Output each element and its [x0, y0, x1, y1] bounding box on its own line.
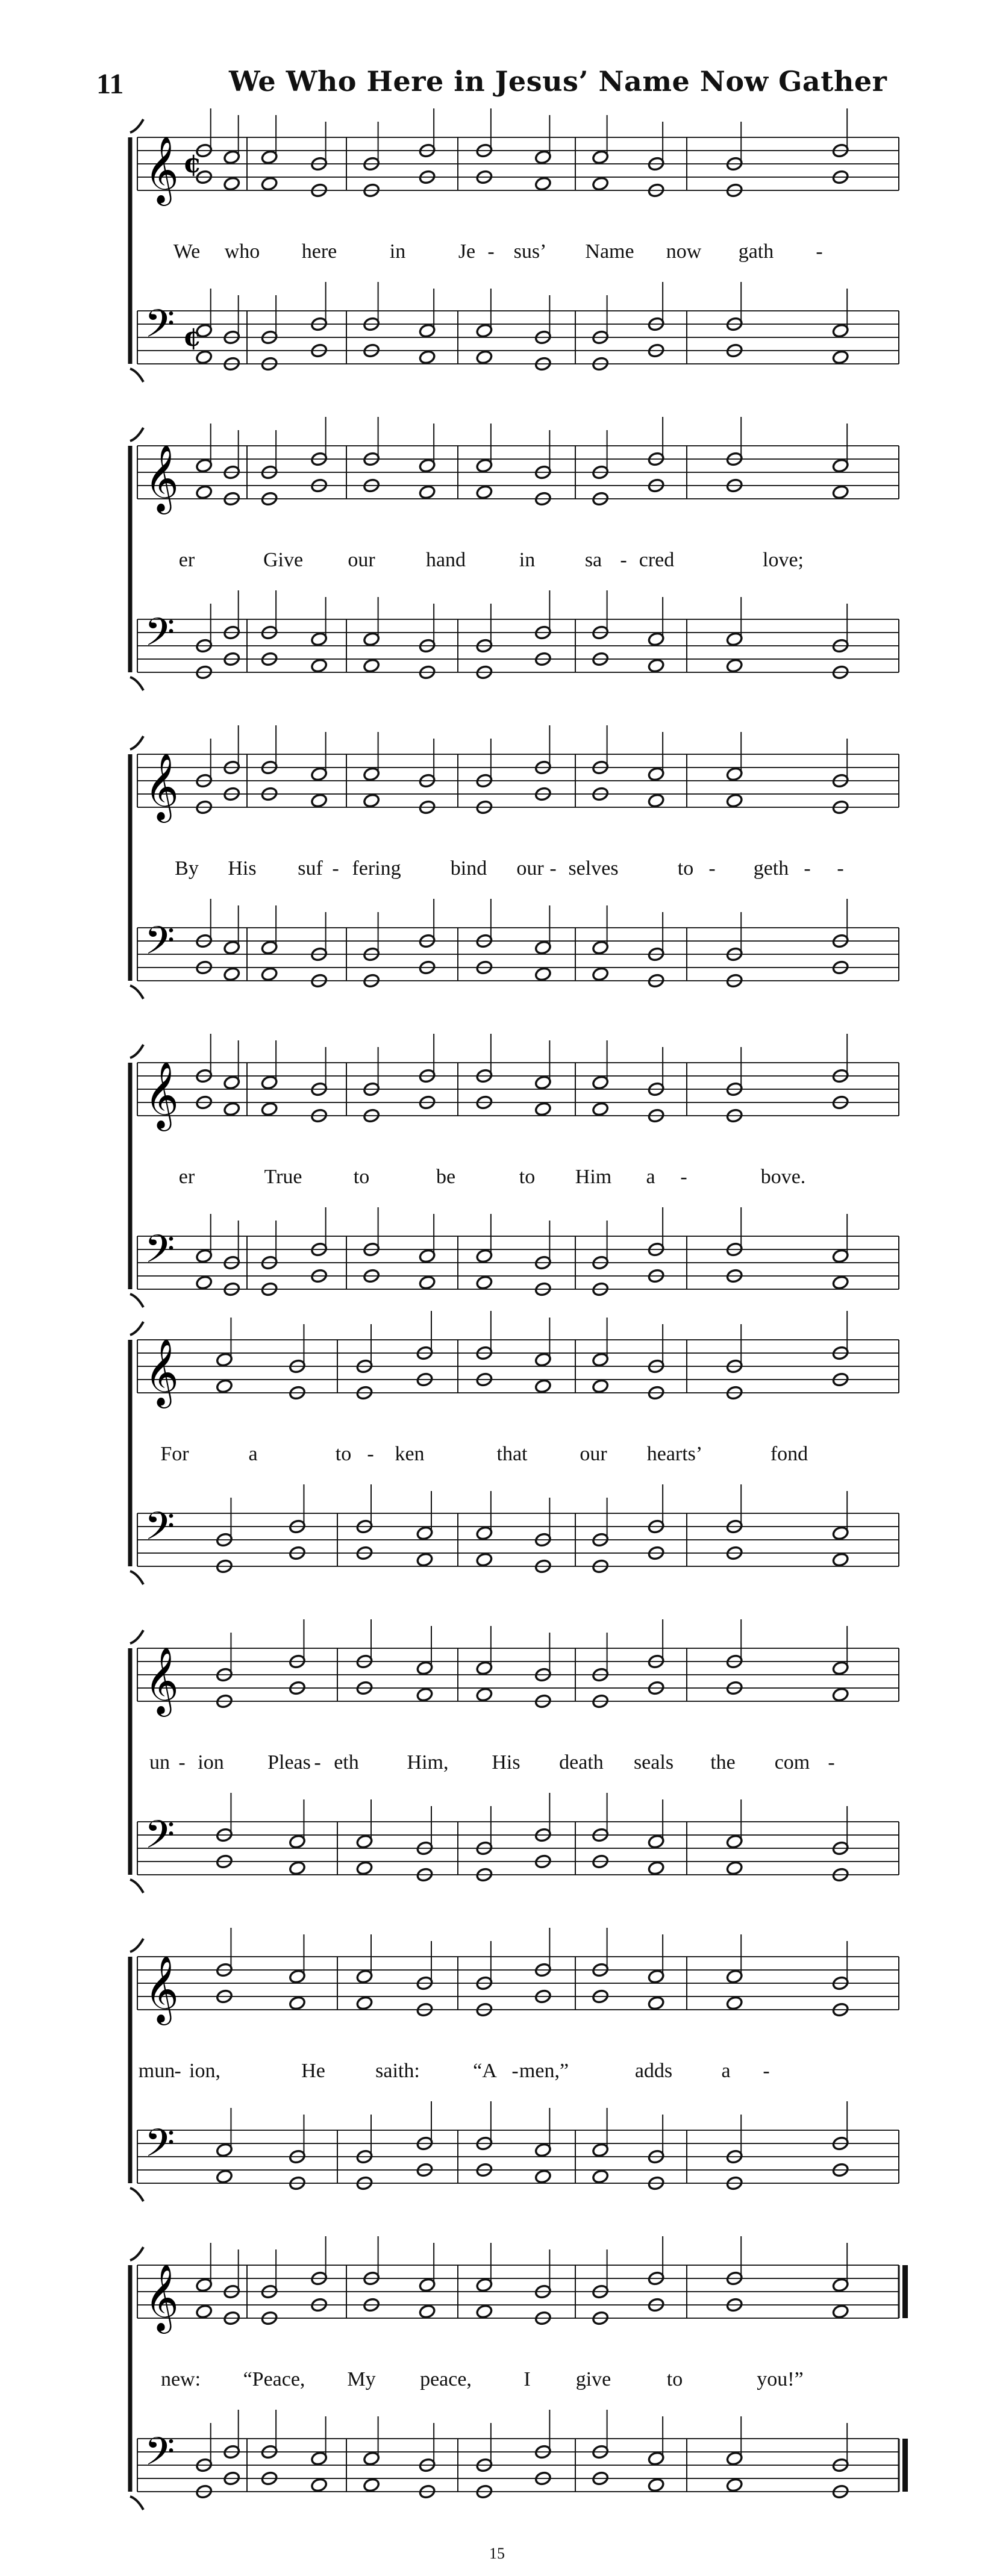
note-head: [261, 1101, 278, 1116]
note-head: [726, 1995, 743, 2010]
hymn-number: 11: [96, 68, 124, 100]
lyric-syllable: give: [575, 2368, 611, 2390]
lyric-syllable: to: [677, 857, 694, 880]
note-head: [476, 349, 493, 364]
lyric-syllable: to: [353, 1166, 370, 1188]
note-head: [534, 1378, 552, 1393]
lyric-syllable: be: [436, 1166, 456, 1188]
lyric-syllable: peace,: [420, 2368, 472, 2390]
note-head: [363, 2477, 380, 2492]
lyric-syllable: -: [763, 2060, 770, 2082]
lyric-syllable: men,”: [519, 2060, 569, 2082]
note-head: [648, 793, 665, 808]
bracket-top-hook: [130, 1939, 143, 1952]
lyric-syllable: -: [816, 240, 823, 263]
lyric-syllable: He: [301, 2060, 325, 2082]
note-head: [832, 1275, 849, 1290]
lyric-syllable: in: [519, 549, 536, 571]
final-barline: [902, 2439, 908, 2492]
lyric-syllable: hand: [425, 549, 466, 571]
lyric-syllable: mun: [138, 2060, 175, 2082]
note-head: [419, 2304, 436, 2319]
lyric-syllable: eth: [334, 1751, 359, 1774]
lyric-syllable: a: [646, 1166, 655, 1188]
lyric-syllable: our: [516, 857, 544, 880]
lyric-syllable: hearts’: [646, 1443, 703, 1465]
lyric-syllable: bove.: [760, 1166, 806, 1188]
note-head: [592, 1378, 609, 1393]
lyric-syllable: new:: [160, 2368, 201, 2390]
lyric-syllable: “Peace,: [243, 2368, 305, 2390]
note-head: [216, 1378, 233, 1393]
note-head: [356, 1860, 374, 1875]
lyric-syllable: By: [175, 857, 199, 880]
lyric-syllable: seals: [633, 1751, 674, 1774]
lyric-syllable: -: [804, 857, 811, 880]
lyric-syllable: ion: [198, 1751, 224, 1774]
note-head: [363, 793, 380, 808]
lyric-syllable: -: [367, 1443, 374, 1465]
note-head: [419, 484, 436, 499]
lyric-syllable: gath: [738, 240, 774, 263]
note-head: [223, 1101, 240, 1116]
bracket-bottom-hook: [130, 2496, 143, 2510]
note-head: [476, 2304, 493, 2319]
note-head: [648, 658, 665, 673]
bracket-top-hook: [130, 119, 143, 133]
lyric-syllable: sus’: [513, 240, 547, 263]
note-head: [648, 1995, 665, 2010]
treble-clef-icon: 𝄞: [145, 2263, 179, 2331]
note-head: [416, 1552, 434, 1567]
note-head: [592, 1101, 609, 1116]
lyric-syllable: Je: [458, 240, 476, 263]
note-head: [195, 484, 213, 499]
lyric-syllable: For: [160, 1443, 189, 1465]
lyric-syllable: our: [348, 549, 375, 571]
bass-clef-icon: 𝄢: [145, 1504, 175, 1558]
lyric-syllable: to: [666, 2368, 683, 2390]
note-head: [832, 1552, 849, 1567]
note-head: [195, 2304, 213, 2319]
lyric-syllable: er: [178, 1166, 195, 1188]
lyric-syllable: -: [487, 240, 495, 263]
treble-clef-icon: 𝄞: [145, 136, 179, 203]
lyric-syllable: com: [774, 1751, 810, 1774]
note-head: [726, 2477, 743, 2492]
note-head: [832, 484, 849, 499]
note-head: [416, 1687, 434, 1702]
cut-time-icon: ¢: [183, 322, 202, 352]
note-head: [648, 2477, 665, 2492]
lyric-syllable: here: [301, 240, 337, 263]
lyric-syllable: His: [228, 857, 257, 880]
bass-clef-icon: 𝄢: [145, 2121, 175, 2175]
bracket-bottom-hook: [130, 1880, 143, 1893]
note-head: [476, 1687, 493, 1702]
note-head: [476, 1275, 493, 1290]
bracket-bottom-hook: [130, 1294, 143, 1307]
lyric-syllable: -: [549, 857, 557, 880]
lyric-syllable: -: [314, 1751, 321, 1774]
note-head: [261, 966, 278, 981]
lyric-syllable: un: [149, 1751, 170, 1774]
lyric-syllable: death: [559, 1751, 604, 1774]
bracket-bottom-hook: [130, 369, 143, 382]
note-head: [534, 1101, 552, 1116]
lyric-syllable: now: [666, 240, 702, 263]
note-head: [223, 966, 240, 981]
lyric-syllable: a: [721, 2060, 731, 2082]
note-head: [476, 1552, 493, 1567]
lyric-syllable: sa: [584, 549, 602, 571]
lyric-syllable: that: [496, 1443, 528, 1465]
lyric-syllable: selves: [568, 857, 619, 880]
page-number: 15: [489, 2545, 505, 2562]
note-head: [726, 793, 743, 808]
final-barline: [902, 2265, 908, 2318]
note-head: [419, 349, 436, 364]
lyric-syllable: True: [264, 1166, 302, 1188]
bracket-top-hook: [130, 736, 143, 749]
note-head: [832, 349, 849, 364]
lyric-syllable: -: [837, 857, 844, 880]
bass-clef-icon: 𝄢: [145, 2430, 175, 2484]
lyric-syllable: Him,: [407, 1751, 449, 1774]
lyric-syllable: the: [710, 1751, 736, 1774]
bracket-top-hook: [130, 1045, 143, 1058]
lyric-syllable: fering: [352, 857, 401, 880]
bracket-bottom-hook: [130, 1571, 143, 1584]
note-head: [832, 1687, 849, 1702]
note-head: [476, 484, 493, 499]
note-head: [310, 793, 328, 808]
note-head: [261, 176, 278, 191]
treble-clef-icon: 𝄞: [145, 1646, 179, 1714]
lyric-syllable: Give: [263, 549, 304, 571]
note-head: [289, 1860, 306, 1875]
lyric-syllable: to: [335, 1443, 352, 1465]
lyric-syllable: cred: [639, 549, 675, 571]
bass-clef-icon: 𝄢: [145, 1813, 175, 1867]
lyric-syllable: -: [511, 2060, 519, 2082]
bracket-bottom-hook: [130, 986, 143, 999]
bass-clef-icon: 𝄢: [145, 919, 175, 973]
lyric-syllable: -: [708, 857, 716, 880]
bass-clef-icon: 𝄢: [145, 610, 175, 664]
lyric-syllable: ken: [395, 1443, 425, 1465]
lyric-syllable: bind: [450, 857, 487, 880]
note-head: [310, 658, 328, 673]
bracket-top-hook: [130, 428, 143, 441]
lyric-syllable: -: [174, 2060, 181, 2082]
note-head: [223, 176, 240, 191]
lyric-syllable: you!”: [757, 2368, 804, 2390]
lyric-syllable: -: [332, 857, 339, 880]
lyric-syllable: in: [389, 240, 406, 263]
lyric-syllable: our: [580, 1443, 607, 1465]
treble-clef-icon: 𝄞: [145, 752, 179, 820]
lyric-syllable: a: [248, 1443, 258, 1465]
bracket-top-hook: [130, 1322, 143, 1335]
lyric-syllable: who: [224, 240, 260, 263]
lyric-syllable: to: [519, 1166, 536, 1188]
note-head: [592, 2169, 609, 2184]
note-head: [356, 1995, 374, 2010]
lyric-syllable: I: [524, 2368, 531, 2390]
lyric-syllable: Name: [585, 240, 634, 263]
lyric-syllable: -: [620, 549, 627, 571]
note-head: [289, 1995, 306, 2010]
note-head: [832, 2304, 849, 2319]
lyric-syllable: love;: [763, 549, 804, 571]
cut-time-icon: ¢: [183, 148, 202, 179]
lyric-syllable: saith:: [375, 2060, 420, 2082]
lyric-syllable: er: [178, 549, 195, 571]
note-head: [592, 176, 609, 191]
treble-clef-icon: 𝄞: [145, 1955, 179, 2022]
lyric-syllable: geth: [753, 857, 789, 880]
hymn-title: We Who Here in Jesus’ Name Now Gather: [229, 65, 887, 98]
bracket-bottom-hook: [130, 2188, 143, 2201]
note-head: [534, 2169, 552, 2184]
note-head: [726, 658, 743, 673]
note-head: [648, 1860, 665, 1875]
treble-clef-icon: 𝄞: [145, 444, 179, 511]
lyric-syllable: “A: [473, 2060, 497, 2082]
note-head: [310, 2477, 328, 2492]
lyric-syllable: ion,: [189, 2060, 220, 2082]
lyric-syllable: -: [178, 1751, 186, 1774]
lyric-syllable: His: [492, 1751, 520, 1774]
lyric-syllable: Pleas: [267, 1751, 311, 1774]
note-head: [363, 658, 380, 673]
bass-clef-icon: 𝄢: [145, 1227, 175, 1281]
lyric-syllable: We: [173, 240, 201, 263]
note-head: [726, 1860, 743, 1875]
lyric-syllable: suf: [298, 857, 323, 880]
bracket-top-hook: [130, 1630, 143, 1643]
bass-clef-icon: 𝄢: [145, 302, 175, 356]
bracket-top-hook: [130, 2247, 143, 2260]
lyric-syllable: -: [680, 1166, 687, 1188]
note-head: [592, 966, 609, 981]
bracket-bottom-hook: [130, 677, 143, 690]
note-head: [216, 2169, 233, 2184]
note-head: [534, 176, 552, 191]
note-head: [534, 966, 552, 981]
note-head: [195, 1275, 213, 1290]
treble-clef-icon: 𝄞: [145, 1338, 179, 1405]
lyric-syllable: Him: [575, 1166, 612, 1188]
lyric-syllable: -: [828, 1751, 835, 1774]
note-head: [419, 1275, 436, 1290]
lyric-syllable: My: [347, 2368, 376, 2390]
treble-clef-icon: 𝄞: [145, 1061, 179, 1128]
lyric-syllable: adds: [634, 2060, 673, 2082]
lyric-syllable: fond: [770, 1443, 808, 1465]
